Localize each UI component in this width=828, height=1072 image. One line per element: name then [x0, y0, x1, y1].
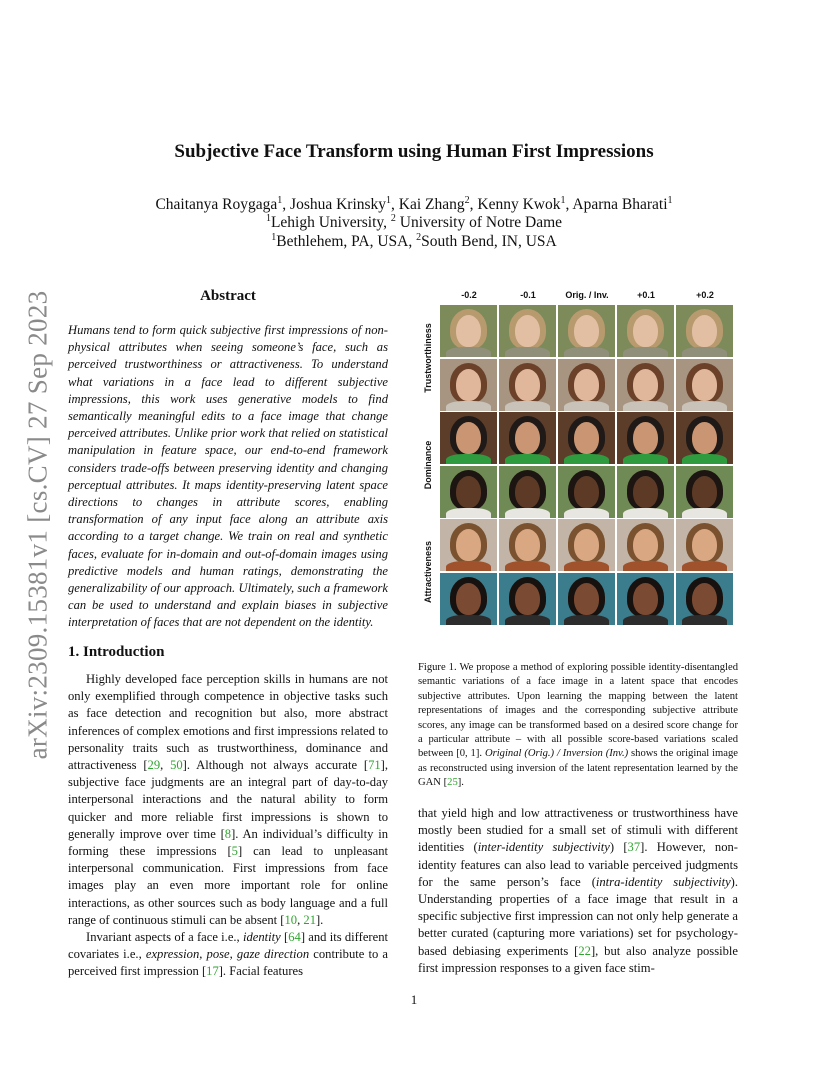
face-image-body: [623, 454, 668, 464]
text-run: ) [: [609, 840, 628, 855]
citation-link[interactable]: 17: [206, 964, 219, 979]
face-image-body: [446, 454, 491, 464]
row-label-text: Dominance: [423, 440, 433, 490]
face-image: [499, 519, 556, 571]
face-image: [676, 412, 733, 464]
aff-sup: 2: [390, 213, 396, 224]
face-image-body: [564, 561, 609, 571]
aff-sup: 1: [271, 232, 277, 243]
face-image: [617, 519, 674, 571]
face-image-body: [682, 401, 727, 411]
face-image-body: [446, 561, 491, 571]
text-run: ], subjective face judgments are an integral part of day-to-day interpersonal interactions and the natural ability to form quicker and more reliable first impressions is shown to generally improve over time [: [68, 758, 388, 841]
author-name: Joshua Krinsky: [290, 196, 387, 213]
citation-link[interactable]: 29: [147, 758, 161, 773]
face-image-face: [574, 369, 599, 401]
column-label: -0.2: [461, 290, 477, 300]
citation-link[interactable]: 64: [288, 930, 301, 945]
author-sup: 1: [667, 195, 673, 206]
text-run: ], but also analyze possible first impression responses to a given face stim-: [418, 943, 738, 975]
face-image: [499, 305, 556, 357]
face-image: [440, 519, 497, 571]
introduction-body: [68, 671, 388, 981]
affiliation-text: University of Notre Dame: [395, 214, 563, 231]
face-image-body: [505, 615, 550, 625]
text-run: ]. However, non-identity features can also lead to variable perceived judgments for the same person’s face (: [418, 840, 738, 889]
face-image-face: [633, 583, 658, 615]
face-image-grid: [440, 305, 736, 625]
arxiv-identifier: [20, 290, 56, 760]
face-image-face: [456, 476, 481, 508]
face-image-body: [623, 401, 668, 411]
face-image-face: [633, 422, 658, 454]
text-run: ]. Although not always accurate [: [182, 758, 369, 773]
author-sup: 1: [560, 195, 566, 206]
citation-link[interactable]: 37: [627, 840, 641, 855]
face-image-body: [682, 454, 727, 464]
face-image-face: [633, 476, 658, 508]
text-run: ] can lead to unpleasant interpersonal communication. First impressions from face images play an even more important role for online interactions, as other sources such as body language and a full range of continuous stimuli can be absent [: [68, 844, 388, 927]
face-image-body: [505, 347, 550, 357]
face-image-face: [633, 315, 658, 347]
face-image: [440, 305, 497, 357]
page-number: 1: [410, 992, 418, 1007]
text-run-italic: inter-identity subjectivity: [477, 840, 610, 855]
text-run-italic: intra-identity subjectivity: [595, 874, 731, 889]
row-label: [418, 305, 438, 411]
face-image: [499, 466, 556, 518]
face-image-face: [692, 315, 717, 347]
face-image-face: [456, 583, 481, 615]
face-image-body: [446, 615, 491, 625]
column-label: Orig. / Inv.: [565, 290, 609, 300]
citation-link[interactable]: 8: [224, 826, 232, 841]
face-image-body: [623, 508, 668, 518]
face-image-face: [692, 369, 717, 401]
text-run: ] and its different covariates i.e.,: [68, 930, 388, 962]
text-run: Figure 1. We propose a method of exploring possible identity-disentangled semantic variations of a face image in a latent space that encodes subjective attributes. Upon learning the mapping between the latent representations of images and the corresponding subjective attribute scores, any image can be transformed based on a desired score change for a particular attribute – with all possible score-based variations scaled between [0, 1].: [418, 662, 738, 760]
face-image-face: [515, 369, 540, 401]
face-image-face: [456, 422, 481, 454]
face-image: [440, 466, 497, 518]
face-image: [499, 359, 556, 411]
face-image: [440, 573, 497, 625]
face-image-face: [515, 529, 540, 561]
face-image: [440, 359, 497, 411]
figure-1: [418, 290, 738, 625]
face-image-body: [505, 401, 550, 411]
author-list: Chaitanya Roygaga$^1$, Joshua Krinsky$^1$, Kai Zhang$^2$, Kenny Kwok$^1$, Aparna Bharati$^1$: [155, 195, 673, 213]
face-image-face: [692, 529, 717, 561]
face-image: [558, 466, 615, 518]
citation-link[interactable]: 21: [303, 912, 316, 927]
face-image-face: [456, 369, 481, 401]
face-image: [676, 519, 733, 571]
right-column-body: [418, 805, 738, 977]
figure-caption: [418, 661, 738, 791]
face-image-body: [682, 347, 727, 357]
face-image-body: [623, 561, 668, 571]
face-image-face: [574, 529, 599, 561]
face-image-body: [505, 561, 550, 571]
face-image-face: [692, 476, 717, 508]
face-image-face: [456, 315, 481, 347]
face-image: [617, 466, 674, 518]
figure-column-labels: [440, 290, 736, 304]
text-run: shows the original image as reconstructed using inversion of the latent representation learned by the GAN [: [418, 748, 738, 789]
face-image: [558, 305, 615, 357]
face-image-body: [446, 401, 491, 411]
face-image-body: [564, 508, 609, 518]
aff-sup: 1: [265, 213, 271, 224]
face-image: [499, 573, 556, 625]
face-image-face: [515, 476, 540, 508]
affiliation-text: Bethlehem, PA, USA,: [276, 233, 417, 250]
text-run: Highly developed face perception skills in humans are not only exemplified through competence in objective tasks such as face detection and recognition but also, more abstract inferences of complex emotions and first impressions related to personality traits such as trustworthiness, dominance and attractiveness [: [68, 672, 388, 773]
face-image-face: [633, 369, 658, 401]
face-image-body: [682, 508, 727, 518]
face-image: [499, 412, 556, 464]
column-label: +0.2: [696, 290, 714, 300]
citation-link[interactable]: 22: [578, 943, 591, 958]
paper-title: Subjective Face Transform using Human First Impressions: [174, 141, 654, 162]
author-sup: 1: [277, 195, 283, 206]
face-image: [558, 573, 615, 625]
citation-link[interactable]: 71: [368, 758, 381, 773]
face-image: [617, 573, 674, 625]
face-image-body: [564, 401, 609, 411]
row-label: [418, 412, 438, 518]
face-image-body: [505, 508, 550, 518]
row-label-text: Trustworthiness: [423, 323, 433, 393]
face-image-body: [446, 347, 491, 357]
text-run: Invariant aspects of a face i.e.,: [86, 930, 243, 945]
face-image-face: [515, 422, 540, 454]
text-run: [: [280, 930, 289, 945]
citation-link[interactable]: 50: [170, 758, 183, 773]
face-image-face: [633, 529, 658, 561]
author-name: Chaitanya Roygaga: [155, 196, 278, 213]
face-image: [558, 519, 615, 571]
author-sup: 1: [386, 195, 392, 206]
intro-paragraph-2: [68, 929, 388, 981]
face-image: [617, 305, 674, 357]
text-run: ). Understanding properties of a face image that result in a specific subjective first impression can not only help generate a better curated (capturing more variations) set for psychology-based debiasing experiments [: [418, 874, 738, 958]
author-name: Kai Zhang: [398, 196, 465, 213]
face-image-face: [574, 422, 599, 454]
abstract-heading: Abstract: [200, 288, 256, 304]
face-image-body: [682, 561, 727, 571]
author-sup: 2: [464, 195, 470, 206]
face-image-body: [446, 508, 491, 518]
face-image-face: [515, 315, 540, 347]
text-run: that yield high and low attractiveness or trustworthiness have mostly been studied for a small set of stimuli with different identities (: [418, 806, 738, 855]
face-image-face: [515, 583, 540, 615]
aff-sup: 2: [416, 232, 422, 243]
column-label: +0.1: [637, 290, 655, 300]
abstract-body: Humans tend to form quick subjective first impressions of non-physical attributes when seeing someone’s face, such as perceived trustworthiness or attractiveness. To understand what variations in a face lead to different subjective impressions, this work uses generative models to find semantically meaningful edits to a face image that change perceived attributes. Unlike prior work that relied on statistical manipulation in feature space, our end-to-end framework considers trade-offs between preserving identity and changing perceptual attributes. It maps identity-preserving latent space directions to changes in attribute scores, enabling transformation of any input face along an attribute axis according to a target change. We train on real and synthetic faces, evaluate for in-domain and out-of-domain images using predictive models and human ratings, demonstrating the generalizability of our approach. Ultimately, such a framework can be used to understand and explain biases in subjective interpretation of faces that are not dependent on the identity.: [68, 323, 388, 630]
face-image-body: [623, 615, 668, 625]
face-image: [617, 412, 674, 464]
affiliation-line-1: [0, 214, 828, 232]
affiliation-line-2: [0, 233, 828, 251]
affiliation-text: Lehigh University,: [270, 214, 391, 231]
text-run-italic: expression, pose, gaze direction: [145, 947, 310, 962]
face-image: [676, 466, 733, 518]
face-image: [440, 412, 497, 464]
author-name: Aparna Bharati: [572, 196, 668, 213]
face-image: [558, 412, 615, 464]
introduction-heading: 1. Introduction: [68, 644, 165, 660]
face-image-face: [456, 529, 481, 561]
text-run: ].: [457, 777, 464, 789]
face-image: [617, 359, 674, 411]
citation-link[interactable]: 5: [231, 844, 238, 859]
text-run: ,: [160, 758, 171, 773]
face-image-body: [505, 454, 550, 464]
text-run: contribute to a perceived first impression [: [68, 947, 388, 979]
text-run-italic: identity: [242, 930, 281, 945]
face-image-body: [623, 347, 668, 357]
text-run-italic: Original (Orig.) / Inversion (Inv.): [484, 748, 629, 760]
author-name: Kenny Kwok: [477, 196, 561, 213]
text-run: ,: [297, 912, 304, 927]
face-image-face: [574, 315, 599, 347]
citation-link[interactable]: 10: [284, 912, 298, 927]
face-image-face: [574, 583, 599, 615]
intro-paragraph-1: [68, 671, 388, 929]
face-image-face: [692, 422, 717, 454]
affiliation-text: South Bend, IN, USA: [421, 233, 557, 250]
row-label: [418, 519, 438, 625]
face-image: [676, 305, 733, 357]
arxiv-id-text: arXiv:2309.15381v1 [cs.CV] 27 Sep 2023: [22, 290, 53, 760]
face-image: [676, 359, 733, 411]
face-image-face: [574, 476, 599, 508]
face-image-body: [564, 347, 609, 357]
face-image-body: [682, 615, 727, 625]
text-run: ]. Facial features: [218, 964, 303, 979]
citation-link[interactable]: 25: [447, 777, 458, 789]
face-image-face: [692, 583, 717, 615]
text-run: ]. An individual’s difficulty in forming these impressions [: [68, 826, 388, 859]
face-image-body: [564, 615, 609, 625]
column-label: -0.1: [520, 290, 536, 300]
face-image-body: [564, 454, 609, 464]
text-run: ].: [315, 912, 324, 927]
face-image: [558, 359, 615, 411]
row-label-text: Attractiveness: [423, 540, 433, 604]
face-image: [676, 573, 733, 625]
